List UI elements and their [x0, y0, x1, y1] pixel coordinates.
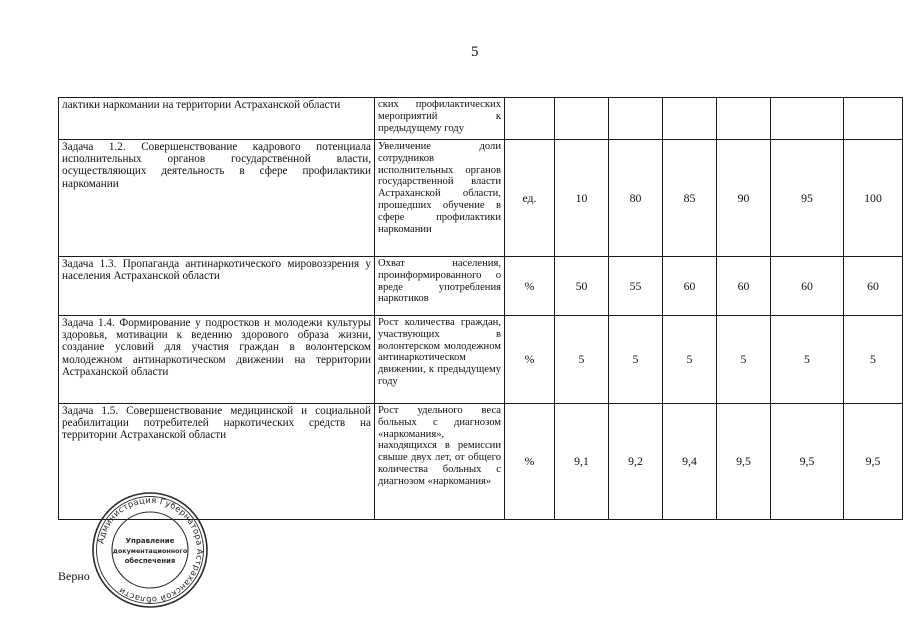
value-cell: 5 [663, 316, 717, 404]
indicator-cell: ских профилактических мероприятий к предыдущему году [375, 98, 505, 140]
stamp-line-1: Управление [125, 537, 175, 545]
task-cell: Задача 1.2. Совершенствование кадрового потенциала исполнительных органов государственной власти, осуществляющих деятельность в сфере профилактики наркомании [59, 140, 375, 257]
value-cell [555, 98, 609, 140]
value-cell: 60 [717, 257, 771, 316]
unit-cell [505, 98, 555, 140]
value-cell: 9,5 [771, 404, 844, 520]
value-cell: 80 [609, 140, 663, 257]
value-cell: 5 [771, 316, 844, 404]
value-cell: 10 [555, 140, 609, 257]
task-cell: Задача 1.5. Совершенствование медицинской и социальной реабилитации потребителей наркотических средств на территории Астраханской области [59, 404, 375, 520]
stamp-ring-text: Администрация Губернатора Астраханской области [95, 494, 206, 606]
table-row [59, 140, 903, 257]
value-cell: 100 [844, 140, 903, 257]
unit-cell: % [505, 316, 555, 404]
value-cell: 55 [609, 257, 663, 316]
value-cell: 5 [844, 316, 903, 404]
value-cell [609, 98, 663, 140]
value-cell: 9,2 [609, 404, 663, 520]
targets-table [58, 97, 903, 520]
value-cell: 95 [771, 140, 844, 257]
value-cell: 9,4 [663, 404, 717, 520]
unit-cell: % [505, 257, 555, 316]
certified-true-label: Верно [58, 569, 90, 583]
value-cell: 9,1 [555, 404, 609, 520]
table-row [59, 98, 903, 140]
value-cell: 90 [717, 140, 771, 257]
value-cell: 9,5 [844, 404, 903, 520]
official-stamp [90, 490, 210, 610]
value-cell: 5 [555, 316, 609, 404]
value-cell [717, 98, 771, 140]
table-row [59, 316, 903, 404]
unit-cell: ед. [505, 140, 555, 257]
indicator-cell: Рост количества граждан, участвующих в волонтерском молодежном антинаркотическом движении, к предыдущему году [375, 316, 505, 404]
task-cell: Задача 1.3. Пропаганда антинаркотического мировоззрения у населения Астраханской области [59, 257, 375, 316]
task-cell: Задача 1.4. Формирование у подростков и молодежи культуры здоровья, мотивации к ведению здорового образа жизни, создание условий для участия граждан в волонтерском молодежном антинаркотическом движении на территории Астраханской области [59, 316, 375, 404]
value-cell: 60 [663, 257, 717, 316]
stamp-line-3: обеспечения [124, 557, 176, 565]
table-row [59, 257, 903, 316]
value-cell: 60 [771, 257, 844, 316]
value-cell [771, 98, 844, 140]
value-cell [663, 98, 717, 140]
value-cell: 9,5 [717, 404, 771, 520]
stamp-line-2: документационного [112, 547, 188, 555]
unit-cell: % [505, 404, 555, 520]
value-cell: 60 [844, 257, 903, 316]
task-cell: лактики наркомании на территории Астраханской области [59, 98, 375, 140]
indicator-cell: Рост удельного веса больных с диагнозом «наркомания», находящихся в ремиссии свыше двух лет, от общего количества больных с диагнозом «наркомания» [375, 404, 505, 520]
value-cell: 5 [609, 316, 663, 404]
value-cell: 5 [717, 316, 771, 404]
page-number: 5 [471, 44, 479, 60]
value-cell: 50 [555, 257, 609, 316]
indicator-cell: Увеличение доли сотрудников исполнительных органов государственной власти Астраханской области, прошедших обучение в сфере профилактики наркомании [375, 140, 505, 257]
value-cell: 85 [663, 140, 717, 257]
indicator-cell: Охват населения, проинформированного о вреде употребления наркотиков [375, 257, 505, 316]
value-cell [844, 98, 903, 140]
